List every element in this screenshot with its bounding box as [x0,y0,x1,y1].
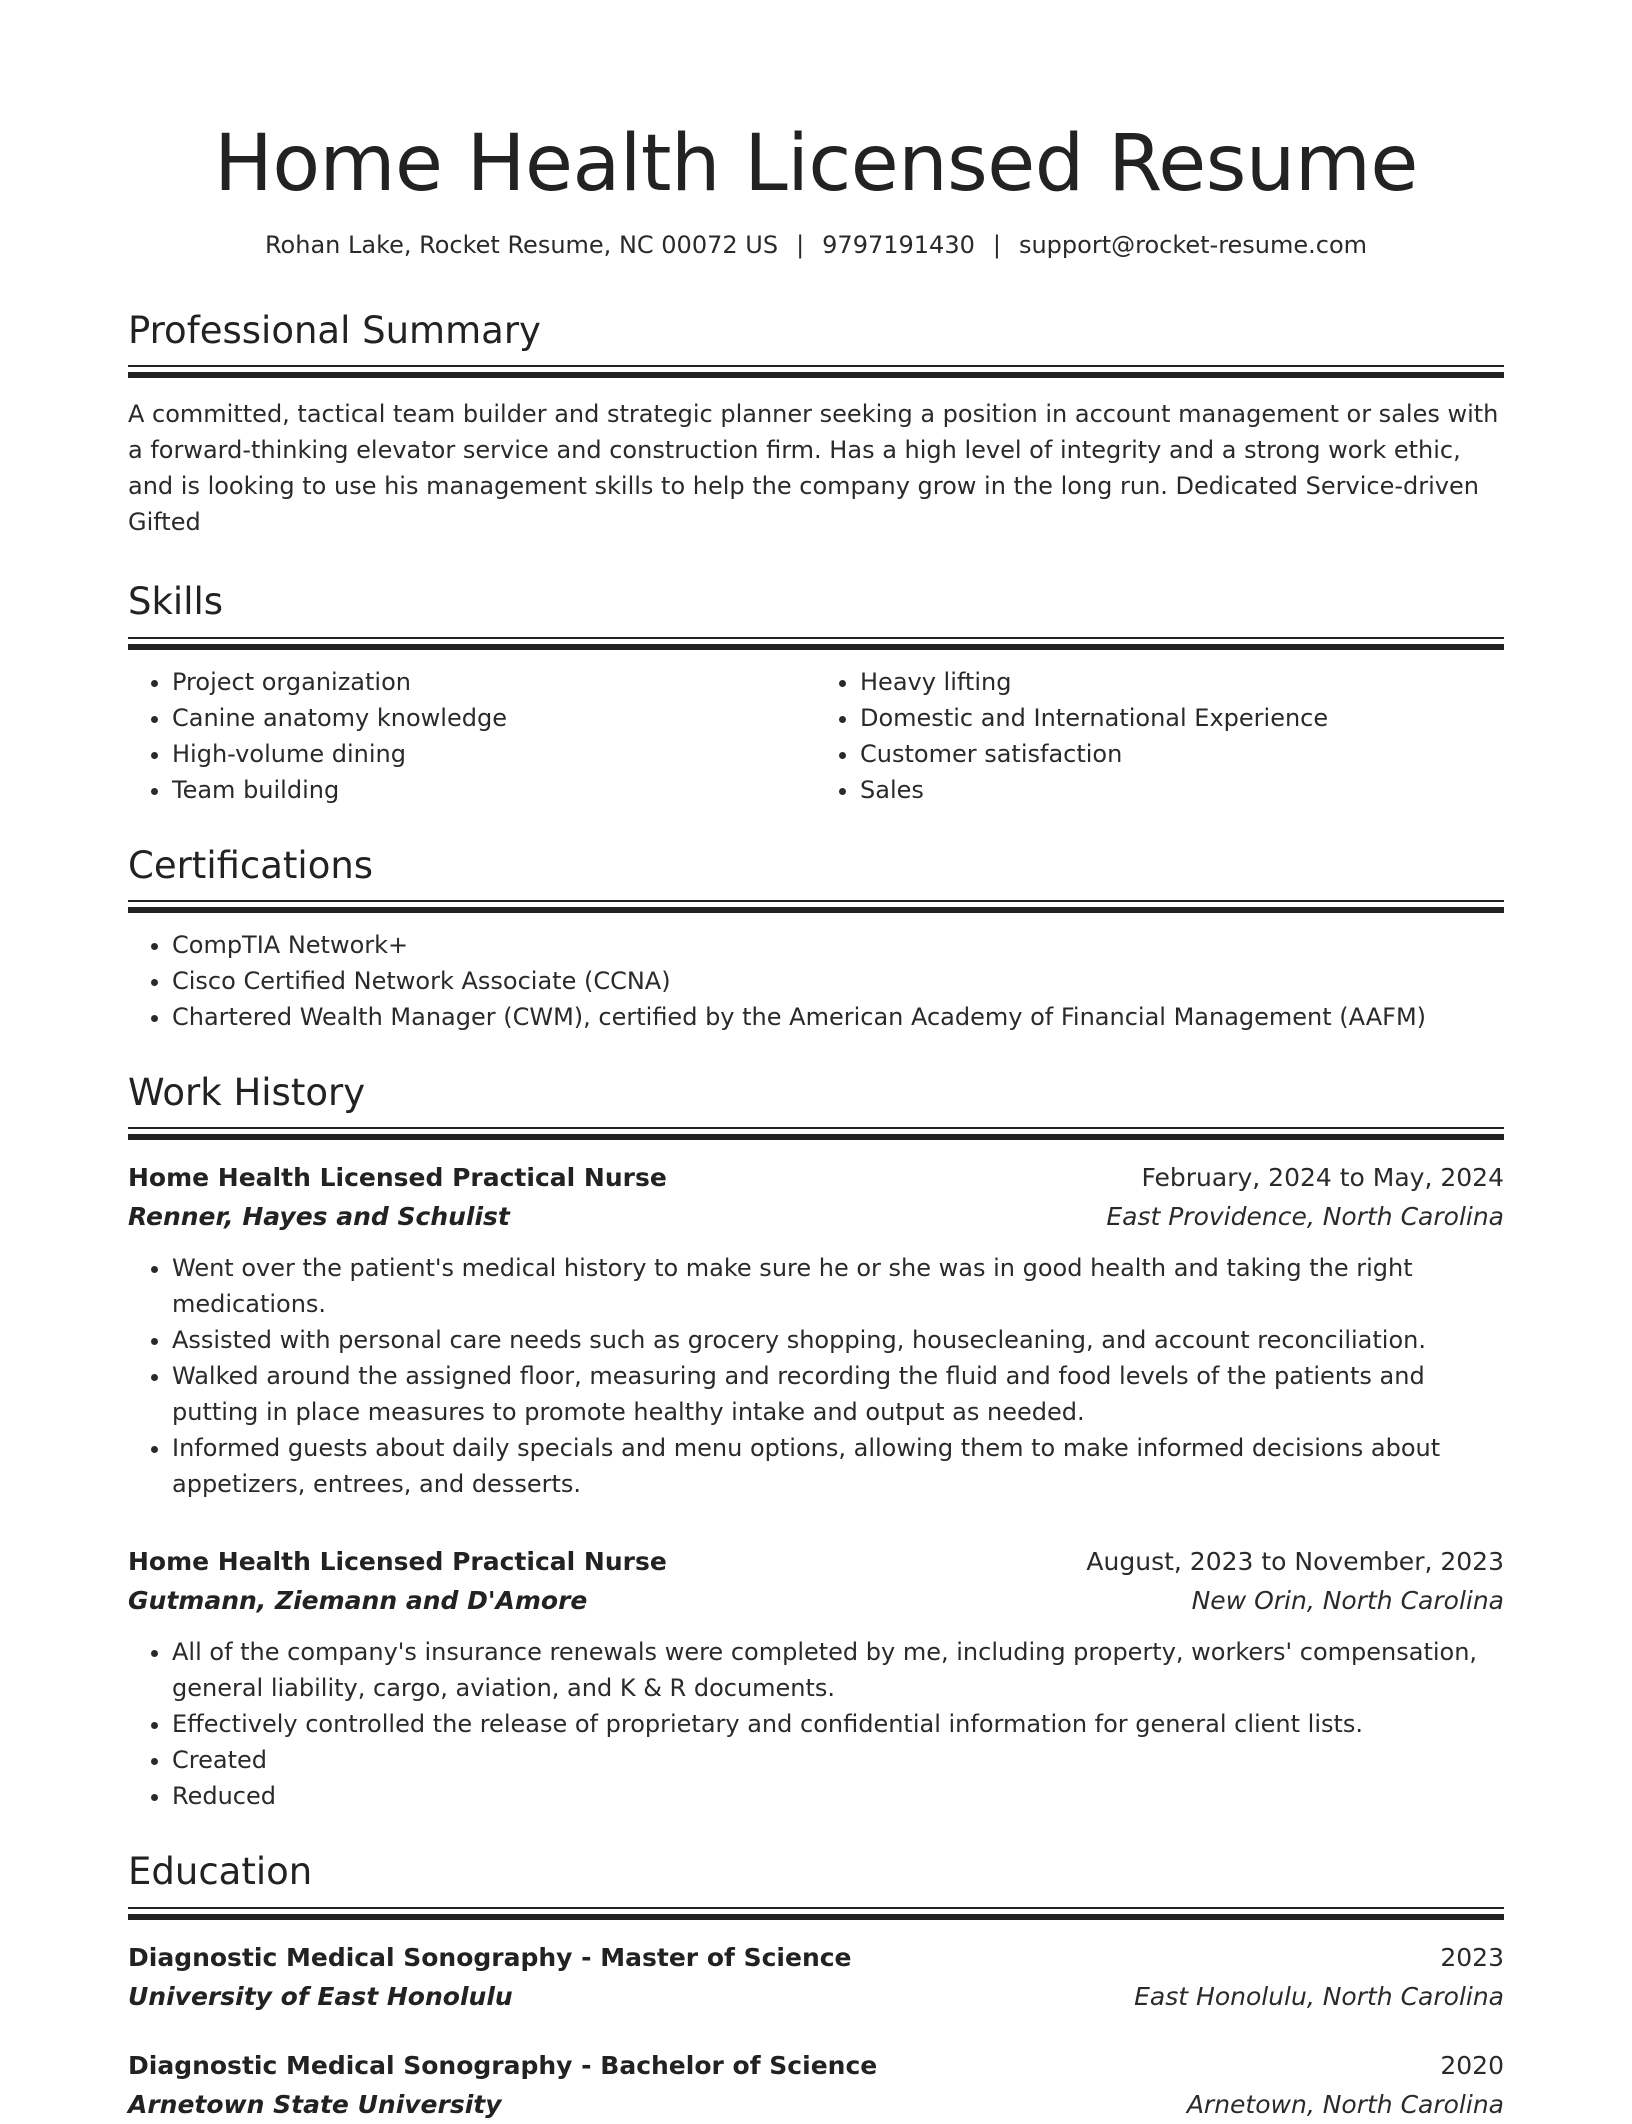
education-header-row [128,2046,1504,2086]
section-rule-thin [128,365,1504,367]
education-school: Arnetown State University [128,2089,502,2119]
job-header-row [128,1158,1504,1198]
certification-item: • Chartered Wealth Manager (CWM), certified by the American Academy of Financial Management (AAFM) [172,999,1504,1035]
skills-section [128,580,1504,807]
section-rule-thick [128,1914,1504,1920]
education-school-row [128,1978,1504,2016]
job-company-row [128,1198,1504,1236]
section-heading: Professional Summary [128,308,541,352]
education-degree: Diagnostic Medical Sonography - Bachelor of Science [128,2050,878,2080]
skills-list-left [128,664,816,808]
education-header-row [128,1938,1504,1978]
job-dates: February, 2024 to May, 2024 [1141,1163,1504,1193]
job-location: East Providence, North Carolina [1106,1202,1504,1232]
job-entry [128,1542,1504,1814]
education-location: Arnetown, North Carolina [1186,2089,1504,2119]
skill-item: • Sales [860,772,1504,808]
section-rule-thick [128,372,1504,378]
job-bullet: • Went over the patient's medical history to make sure he or she was in good health and taking the right medications. [172,1250,1504,1322]
job-title: Home Health Licensed Practical Nurse [128,1547,667,1577]
job-bullet: • Informed guests about daily specials and menu options, allowing them to make informed decisions about appetizers, entrees, and desserts. [172,1430,1504,1502]
job-bullet: • All of the company's insurance renewals were completed by me, including property, workers' compensation, general liability, cargo, aviation, and K & R documents. [172,1634,1504,1706]
job-bullet: • Created [172,1742,1504,1778]
job-location: New Orin, North Carolina [1191,1586,1504,1616]
section-rule-thick [128,907,1504,913]
job-bullet: • Reduced [172,1778,1504,1814]
section-heading: Work History [128,1070,366,1114]
contact-email: support@rocket-resume.com [1018,230,1368,259]
job-bullets [128,1634,1504,1814]
job-title: Home Health Licensed Practical Nurse [128,1163,667,1193]
job-header-row [128,1542,1504,1582]
certifications-list [128,927,1504,1035]
section-rule-thin [128,637,1504,639]
contact-phone: 9797191430 [822,230,975,259]
work-history-section [128,1071,1504,1814]
summary-section [128,309,1504,540]
job-bullets [128,1250,1504,1502]
section-rule-thick [128,1134,1504,1140]
job-bullet: • Effectively controlled the release of proprietary and confidential information for general client lists. [172,1706,1504,1742]
skills-list-right [816,664,1504,808]
contact-address: Rohan Lake, Rocket Resume, NC 00072 US [264,230,779,259]
education-entry [128,2046,1504,2124]
education-school: University of East Honolulu [128,1981,513,2011]
education-section [128,1850,1504,2123]
section-rule-thin [128,1907,1504,1909]
section-rule-thin [128,900,1504,902]
job-company: Gutmann, Ziemann and D'Amore [128,1586,588,1616]
job-entry [128,1158,1504,1502]
education-school-row [128,2086,1504,2124]
skills-grid [128,650,1504,808]
education-location: East Honolulu, North Carolina [1134,1981,1504,2011]
certification-item: • Cisco Certified Network Associate (CCNA) [172,963,1504,999]
education-year: 2023 [1440,1942,1504,1972]
summary-text: A committed, tactical team builder and strategic planner seeking a position in account management or sales with a forward-thinking elevator service and construction firm. Has a high level of integrity and a strong work ethic, and is looking to use his management skills to help the company grow in the long run. Dedicated Service-driven Gifted [128,400,1499,537]
job-dates: August, 2023 to November, 2023 [1086,1547,1504,1577]
skill-item: • Team building [172,772,816,808]
contact-separator: | [992,230,1001,259]
certifications-section [128,844,1504,1035]
job-company-row [128,1582,1504,1620]
skill-item: • Canine anatomy knowledge [172,700,816,736]
section-heading: Certifications [128,843,374,887]
section-heading: Skills [128,580,224,624]
contact-line [128,230,1504,261]
skill-item: • High-volume dining [172,736,816,772]
education-year: 2020 [1440,2050,1504,2080]
job-company: Renner, Hayes and Schulist [128,1202,510,1232]
education-degree: Diagnostic Medical Sonography - Master of Science [128,1942,852,1972]
job-bullet: • Assisted with personal care needs such as grocery shopping, housecleaning, and account reconciliation. [172,1322,1504,1358]
section-heading: Education [128,1850,313,1894]
skill-item: • Customer satisfaction [860,736,1504,772]
certification-item: • CompTIA Network+ [172,927,1504,963]
resume-title: Home Health Licensed Resume [214,119,1418,209]
section-rule-thin [128,1127,1504,1129]
skill-item: • Project organization [172,664,816,700]
contact-separator: | [796,230,805,259]
skill-item: • Heavy lifting [860,664,1504,700]
education-entry [128,1938,1504,2016]
skill-item: • Domestic and International Experience [860,700,1504,736]
job-bullet: • Walked around the assigned floor, measuring and recording the fluid and food levels of the patients and putting in place measures to promote healthy intake and output as needed. [172,1358,1504,1430]
